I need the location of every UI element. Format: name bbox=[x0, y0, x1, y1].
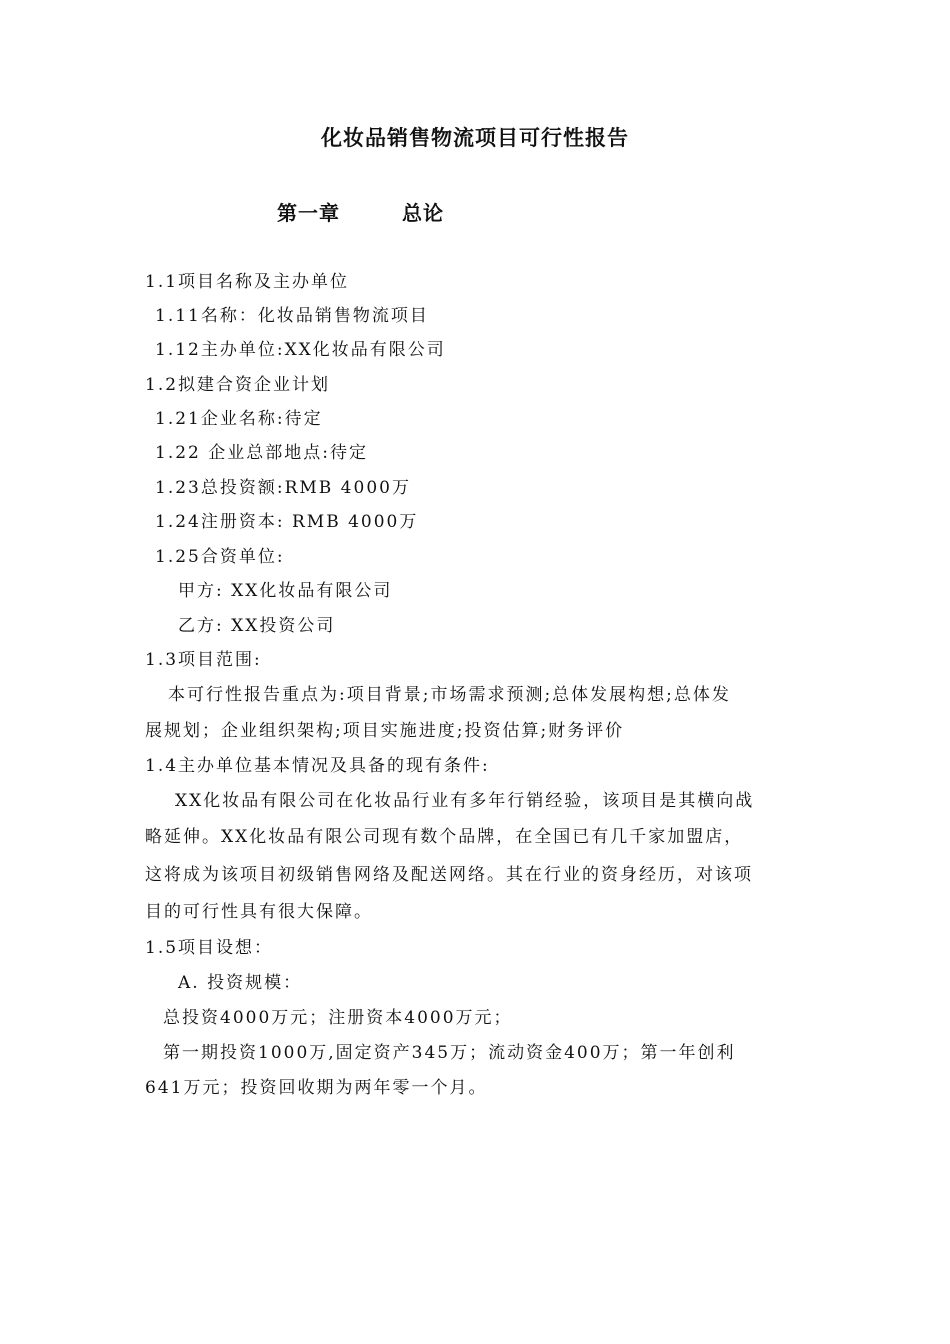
chapter-number: 第一章 bbox=[277, 201, 340, 225]
item-1-21: 1.21企业名称:待定 bbox=[155, 409, 323, 429]
paragraph-line: 本可行性报告重点为:项目背景;市场需求预测;总体发展构想;总体发 bbox=[168, 685, 731, 705]
section-1-3-heading: 1.3项目范围: bbox=[145, 650, 262, 670]
sub-item-a: A. 投资规模： bbox=[178, 973, 303, 993]
section-1-1-heading: 1.1项目名称及主办单位 bbox=[145, 272, 350, 292]
item-1-24: 1.24注册资本: RMB 4000万 bbox=[155, 512, 419, 532]
chapter-title: 总论 bbox=[402, 201, 444, 225]
paragraph-line: 641万元；投资回收期为两年零一个月。 bbox=[145, 1078, 488, 1098]
paragraph-line: 略延伸。XX化妆品有限公司现有数个品牌，在全国已有几千家加盟店， bbox=[145, 827, 744, 847]
party-b: 乙方: XX投资公司 bbox=[178, 616, 336, 636]
document-title: 化妆品销售物流项目可行性报告 bbox=[321, 126, 629, 150]
paragraph-line: 目的可行性具有很大保障。 bbox=[145, 902, 373, 922]
paragraph-line: 第一期投资1000万,固定资产345万；流动资金400万；第一年创利 bbox=[163, 1043, 736, 1063]
section-1-5-heading: 1.5项目设想： bbox=[145, 938, 274, 958]
paragraph-line: 总投资4000万元；注册资本4000万元； bbox=[163, 1008, 513, 1028]
item-1-25: 1.25合资单位: bbox=[155, 547, 285, 567]
party-a: 甲方: XX化妆品有限公司 bbox=[178, 581, 393, 601]
section-1-4-heading: 1.4主办单位基本情况及具备的现有条件: bbox=[145, 756, 490, 776]
item-1-22: 1.22 企业总部地点:待定 bbox=[155, 443, 368, 463]
item-1-11: 1.11名称：化妆品销售物流项目 bbox=[155, 306, 429, 326]
paragraph-line: 展规划；企业组织架构;项目实施进度;投资估算;财务评价 bbox=[145, 721, 625, 741]
item-1-12: 1.12主办单位:XX化妆品有限公司 bbox=[155, 340, 446, 360]
paragraph-line: 这将成为该项目初级销售网络及配送网络。其在行业的资身经历，对该项 bbox=[145, 865, 753, 885]
section-1-2-heading: 1.2拟建合资企业计划 bbox=[145, 375, 331, 395]
item-1-23: 1.23总投资额:RMB 4000万 bbox=[155, 478, 411, 498]
paragraph-line: XX化妆品有限公司在化妆品行业有多年行销经验，该项目是其横向战 bbox=[175, 791, 755, 811]
